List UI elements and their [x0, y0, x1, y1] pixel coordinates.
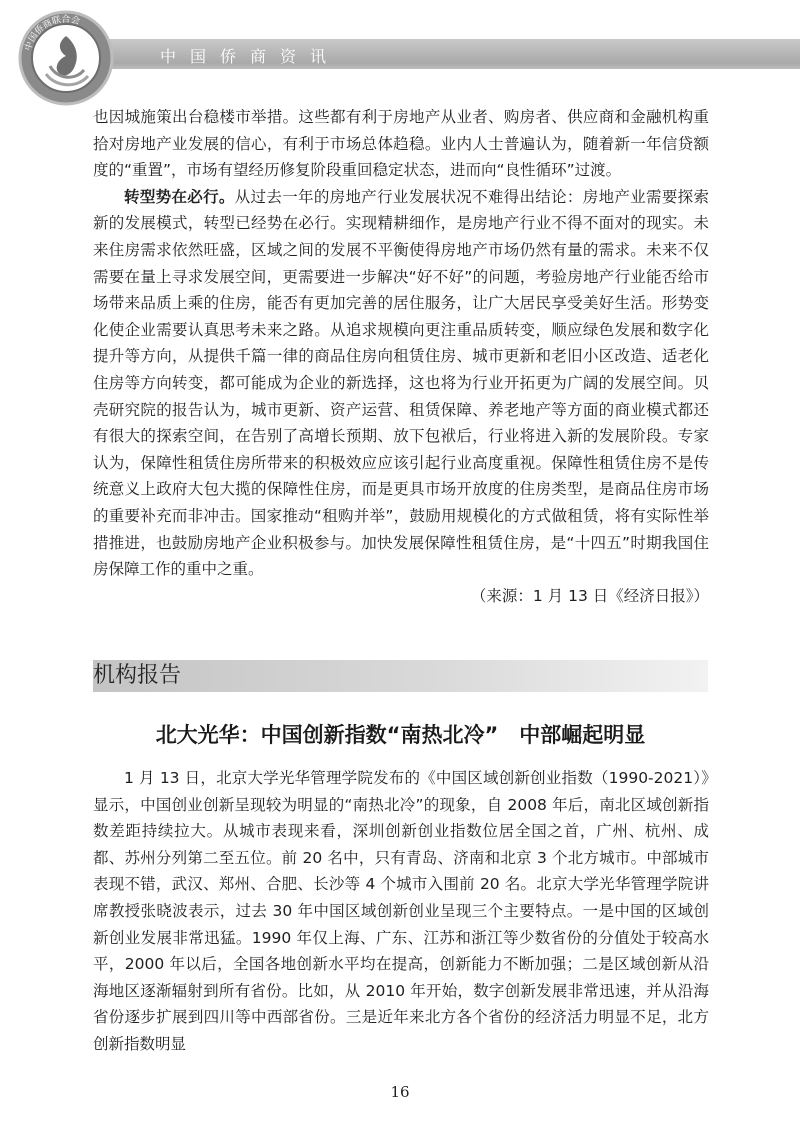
article-title: 北大光华：中国创新指数“南热北冷” 中部崛起明显 [155, 723, 646, 747]
paragraph [93, 184, 709, 583]
header-title: 中国侨商资讯 [160, 47, 341, 66]
paragraph: 也因城施策出台稳楼市举措。这些都有利于房地产从业者、购房者、供应商和金融机构重拾对房地产业发展的信心，有利于市场总体趋稳。业内人士普遍认为，随着新一年信贷额度的“重置”，市场有望经历修复阶段重回稳定状态，进而向“良性循环”过渡。 [93, 108, 709, 180]
page-number: 16 [390, 1083, 410, 1101]
paragraph-lead: 转型势在必行。 [124, 187, 235, 206]
source-citation: （来源：1 月 13 日《经济日报》） [470, 586, 709, 605]
section-bar [93, 660, 708, 692]
article-body [93, 765, 709, 1058]
paragraph-text: 从过去一年的房地产行业发展状况不难得出结论：房地产业需要探索新的发展模式，转型已经势在必行。实现精耕细作，是房地产行业不得不面对的现实。未来住房需求依然旺盛，区域之间的发展不平衡使得房地产市场仍然有量的需求。未来不仅需要在量上寻求发展空间，更需要进一步解决“好不好”的问题，考验房地产行业能否给市场带来品质上乘的住房，能否有更加完善的居住服务，让广大居民享受美好生活。形势变化使企业需要认真思考未来之路。从追求规模向更注重品质转变，顺应绿色发展和数字化提升等方向，从提供千篇一律的商品住房向租赁住房、城市更新和老旧小区改造、适老化住房等方向转变，都可能成为企业的新选择，这也将为行业开拓更为广阔的发展空间。贝壳研究院的报告认为，城市更新、资产运营、租赁保障、养老地产等方面的商业模式都还有很大的探索空间，在告别了高增长预期、放下包袱后，行业将进入新的发展阶段。专家认为，保障性租赁住房所带来的积极效应应该引起行业高度重视。保障性租赁住房不是传统意义上政府大包大揽的保障性住房，而是更具市场开放度的住房类型，是商品住房市场的重要补充而非冲击。国家推动“租购并举”，鼓励用规模化的方式做租赁，将有实际性举措推进，也鼓励房地产企业积极参与。加快发展保障性租赁住房，是“十四五”时期我国住房保障工作的重中之重。 [93, 187, 709, 579]
logo-emblem-icon [16, 8, 116, 108]
article-body [93, 104, 709, 609]
svg-text:中国侨商联合会: 中国侨商联合会 [23, 14, 81, 53]
paragraph: 1 月 13 日，北京大学光华管理学院发布的《中国区域创新创业指数（1990-2021）》显示，中国创业创新呈现较为明显的“南热北冷”的现象，自 2008 年后，南北区域创新指数差距持续拉大。从城市表现来看，深圳创新创业指数位居全国之首，广州、杭州、成都、苏州分列第二至五位。前 20 名中，只有青岛、济南和北京 3 个北方城市。中部城市表现不错，武汉、郑州、合肥、长沙等 4 个城市入围前 20 名。北京大学光华管理学院讲席教授张晓波表示，过去 30 年中国区域创新创业呈现三个主要特点。一是中国的区域创新创业发展非常迅猛。1990 年仅上海、广东、江苏和浙江等少数省份的分值处于较高水平，2000 年以后，全国各地创新水平均在提高，创新能力不断加强；二是区域创新从沿海地区逐渐辐射到所有省份。比如，从 2010 年开始，数字创新发展非常迅速，并从沿海省份逐步扩展到四川等中西部省份。三是近年来北方各个省份的经济活力明显不足，北方创新指数明显 [93, 769, 709, 1053]
section-title: 机构报告 [93, 663, 182, 688]
